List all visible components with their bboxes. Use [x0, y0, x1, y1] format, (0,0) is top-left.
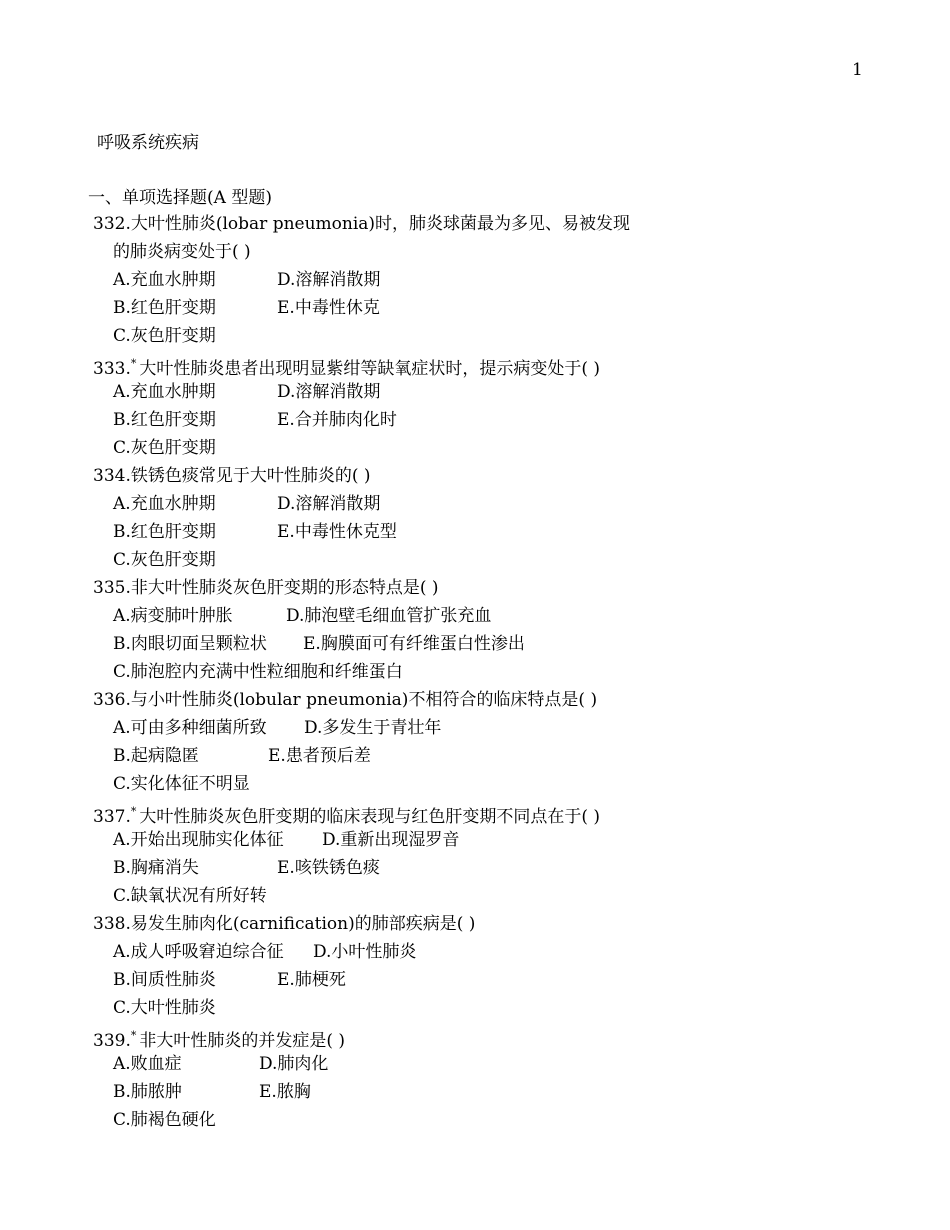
answer-option: C.灰色肝变期: [113, 438, 216, 458]
answer-option: D.肺肉化: [259, 1054, 329, 1074]
question-item: [0, 574, 950, 686]
answer-option: D.小叶性肺炎: [313, 942, 417, 962]
page-number: 1: [852, 60, 863, 80]
answer-option: D.溶解消散期: [277, 494, 381, 514]
answer-option: D.重新出现湿罗音: [322, 830, 460, 850]
question-list: [0, 210, 950, 1134]
option-row: [0, 1078, 950, 1106]
question-stem: [0, 350, 950, 378]
answer-option: E.脓胸: [259, 1082, 311, 1102]
question-item: [0, 798, 950, 910]
question-item: [0, 686, 950, 798]
option-row: [0, 518, 950, 546]
question-item: [0, 350, 950, 462]
option-row: [0, 630, 950, 658]
answer-option: D.多发生于青壮年: [304, 718, 442, 738]
answer-option: E.肺梗死: [277, 970, 346, 990]
question-text: 大叶性肺炎患者出现明显紫绀等缺氧症状时，提示病变处于( ): [139, 359, 601, 379]
question-stem: 334.铁锈色痰常见于大叶性肺炎的( ): [93, 466, 371, 486]
answer-option: A.充血水肿期: [113, 270, 216, 290]
option-row: [0, 602, 950, 630]
asterisk-mark: *: [130, 1029, 137, 1042]
answer-option: B.起病隐匿: [113, 746, 199, 766]
option-row: [0, 546, 950, 574]
answer-option: E.合并肺肉化时: [277, 410, 397, 430]
option-row: [0, 994, 950, 1022]
option-row: [0, 490, 950, 518]
answer-option: A.开始出现肺实化体征: [113, 830, 284, 850]
part-heading: 一、单项选择题(A 型题): [88, 188, 272, 208]
answer-option: E.中毒性休克: [277, 298, 380, 318]
answer-option: C.肺褐色硬化: [113, 1110, 216, 1130]
answer-option: D.溶解消散期: [277, 270, 381, 290]
question-stem: [0, 1022, 950, 1050]
option-row: [0, 770, 950, 798]
option-row: [0, 966, 950, 994]
answer-option: B.红色肝变期: [113, 522, 216, 542]
asterisk-mark: *: [130, 805, 137, 818]
answer-option: B.胸痛消失: [113, 858, 199, 878]
answer-option: E.患者预后差: [268, 746, 371, 766]
question-item: [0, 910, 950, 1022]
answer-option: C.大叶性肺炎: [113, 998, 216, 1018]
answer-option: C.实化体征不明显: [113, 774, 250, 794]
question-item: [0, 1022, 950, 1134]
asterisk-mark: *: [130, 357, 137, 370]
question-number: 339.: [93, 1031, 131, 1051]
answer-option: B.肉眼切面呈颗粒状: [113, 634, 267, 654]
option-row: [0, 658, 950, 686]
option-row: [0, 938, 950, 966]
option-row: [0, 1050, 950, 1078]
option-row: [0, 322, 950, 350]
answer-option: E.胸膜面可有纤维蛋白性渗出: [303, 634, 525, 654]
answer-option: E.中毒性休克型: [277, 522, 397, 542]
answer-option: D.肺泡壁毛细血管扩张充血: [286, 606, 492, 626]
answer-option: E.咳铁锈色痰: [277, 858, 380, 878]
question-stem: 338.易发生肺肉化(carnification)的肺部疾病是( ): [93, 914, 476, 934]
answer-option: C.灰色肝变期: [113, 326, 216, 346]
question-text: 大叶性肺炎灰色肝变期的临床表现与红色肝变期不同点在于( ): [139, 807, 601, 827]
answer-option: A.充血水肿期: [113, 382, 216, 402]
option-row: [0, 742, 950, 770]
option-row: [0, 826, 950, 854]
option-row: [0, 1106, 950, 1134]
question-item: [0, 210, 950, 350]
answer-option: B.红色肝变期: [113, 410, 216, 430]
question-stem-continued: 的肺炎病变处于( ): [113, 242, 251, 262]
question-text: 非大叶性肺炎的并发症是( ): [139, 1031, 346, 1051]
question-stem: 332.大叶性肺炎(lobar pneumonia)时，肺炎球菌最为多见、易被发现: [93, 214, 631, 234]
question-number: 337.: [93, 807, 131, 827]
section-title: 呼吸系统疾病: [97, 133, 199, 153]
option-row: [0, 882, 950, 910]
option-row: [0, 854, 950, 882]
answer-option: D.溶解消散期: [277, 382, 381, 402]
answer-option: A.成人呼吸窘迫综合征: [113, 942, 284, 962]
option-row: [0, 294, 950, 322]
answer-option: B.红色肝变期: [113, 298, 216, 318]
question-stem: [0, 798, 950, 826]
option-row: [0, 378, 950, 406]
option-row: [0, 714, 950, 742]
answer-option: C.缺氧状况有所好转: [113, 886, 267, 906]
question-stem: 335.非大叶性肺炎灰色肝变期的形态特点是( ): [93, 578, 439, 598]
answer-option: A.充血水肿期: [113, 494, 216, 514]
question-stem: 336.与小叶性肺炎(lobular pneumonia)不相符合的临床特点是( ): [93, 690, 598, 710]
question-number: 333.: [93, 359, 131, 379]
answer-option: A.病变肺叶肿胀: [113, 606, 233, 626]
answer-option: B.肺脓肿: [113, 1082, 182, 1102]
option-row: [0, 266, 950, 294]
answer-option: A.可由多种细菌所致: [113, 718, 267, 738]
option-row: [0, 434, 950, 462]
question-item: [0, 462, 950, 574]
answer-option: C.灰色肝变期: [113, 550, 216, 570]
answer-option: A.败血症: [113, 1054, 182, 1074]
answer-option: B.间质性肺炎: [113, 970, 216, 990]
option-row: [0, 406, 950, 434]
answer-option: C.肺泡腔内充满中性粒细胞和纤维蛋白: [113, 662, 403, 682]
